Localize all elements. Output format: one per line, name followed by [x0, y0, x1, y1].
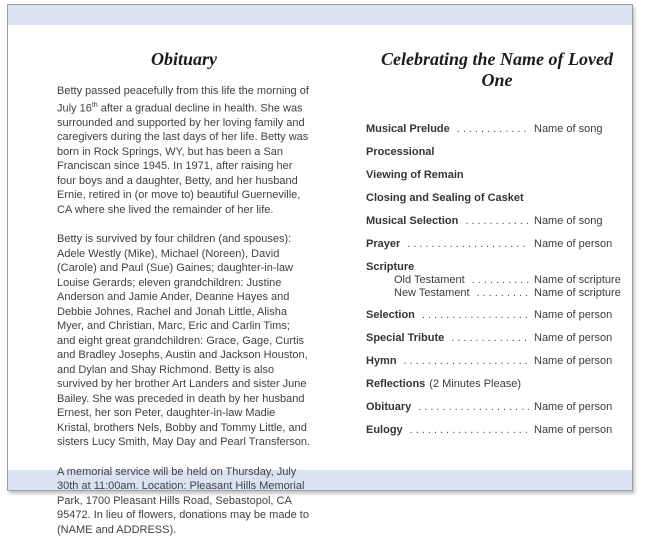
service-item-eulogy [366, 425, 628, 436]
obituary-paragraph-3: A memorial service will be held on Thursday, July 30th at 11:00am. Location: Pleasant Hills Memorial Park, 1700 Pleasant Hills Road, Sebastopol, CA 95472. In lieu of flowers, donations may be made to (NAME and ADDRESS). [57, 465, 309, 536]
service-item-label: Viewing of Remain [366, 169, 464, 181]
dotted-leader [410, 425, 529, 436]
obituary-page [57, 49, 311, 552]
service-item-musical-prelude [366, 124, 628, 135]
service-item-value: Name of person [534, 309, 613, 321]
obituary-paragraph-2: Betty is survived by four children (and spouses): Adele Westly (Mike), Michael (Noreen), David (Carole) and Paul (Sue) Gaines; daughter-in-law Louise Gerards; eleven grandchildren: Justine Anderson and Jamie Ander, Deanne Hayes and Debbie Johnes, Rachel and Jonah Little, Alisha Myer, and Christian, Marc, Eric and Carlin Tims; and eight great grandchildren: Grace, Gage, Curtis and Bradley Josephs, Austin and Jackson Houston, and Dylan and Shay Richmond. Betty is also survived by her brother Art Landers and sister June Bailey. She was preceded in death by her husband Ernest, her son Peter, daughter-in-law Madie Kristal, brothers Nels, Bobby and Tommy Little, and sisters Lucy Smith, May Day and Pearl Transferson. [57, 233, 311, 449]
service-item-new-testament [366, 288, 628, 299]
dotted-leader [465, 216, 529, 227]
service-item-label: Processional [366, 146, 435, 158]
service-item-label: Hymn [366, 355, 397, 367]
service-item-value: Name of person [534, 424, 613, 436]
program-sheet [7, 4, 633, 536]
dotted-leader [422, 310, 529, 321]
dotted-leader [477, 288, 529, 299]
service-item-scripture [366, 262, 628, 273]
service-item-value: Name of song [534, 123, 603, 135]
service-item-processional [366, 147, 628, 158]
ordinal-superscript: th [91, 101, 98, 109]
order-of-service-page [366, 49, 628, 448]
dotted-leader [472, 275, 529, 286]
service-item-special-tribute [366, 333, 628, 344]
service-item-note: (2 Minutes Please) [429, 378, 522, 390]
service-item-old-testament [366, 275, 628, 286]
service-item-obituary [366, 402, 628, 413]
service-item-value: Name of person [534, 238, 613, 250]
obituary-paragraph-1-continued: after a gradual decline in health. She was surrounded and supported by her loving family and caregivers during the last days of her life. Betty was born in Rock Springs, WY, but has been a San Franciscan since 1945. In 1971, after raising her four boys and a daughter, Betty, and her husband Ernie, retired in (or move to) beautiful Guerneville, CA where she lived the remainder of her life. [57, 102, 309, 216]
service-item-label: Closing and Sealing of Casket [366, 192, 524, 204]
service-item-closing-and-sealing [366, 193, 628, 204]
service-item-prayer [366, 239, 628, 250]
service-item-label: New Testament [394, 287, 470, 299]
service-item-value: Name of scripture [534, 274, 621, 286]
service-item-value: Name of person [534, 355, 613, 367]
service-item-value: Name of scripture [534, 287, 621, 299]
obituary-paragraph-1 [57, 84, 311, 217]
service-item-label: Special Tribute [366, 332, 445, 344]
service-item-musical-selection [366, 216, 628, 227]
service-item-viewing-of-remain [366, 170, 628, 181]
obituary-paragraph-1-text: Betty passed peacefully from this life the morning of July 16 [57, 85, 309, 115]
service-title: Celebrating the Name of Loved One [381, 49, 613, 90]
service-item-selection [366, 310, 628, 321]
service-item-label: Musical Selection [366, 215, 459, 227]
dotted-leader [418, 402, 529, 413]
dotted-leader [404, 356, 529, 367]
dotted-leader [451, 333, 529, 344]
service-item-label: Prayer [366, 238, 401, 250]
service-item-label: Reflections [366, 378, 426, 390]
service-item-label: Musical Prelude [366, 123, 450, 135]
service-item-label: Old Testament [394, 274, 465, 286]
service-item-label: Scripture [366, 261, 415, 273]
service-item-hymn [366, 356, 628, 367]
service-item-reflections [366, 379, 628, 390]
top-accent-band [8, 5, 632, 25]
service-item-value: Name of person [534, 332, 613, 344]
dotted-leader [457, 124, 529, 135]
obituary-title: Obituary [150, 49, 217, 69]
service-item-value: Name of person [534, 401, 613, 413]
service-item-label: Obituary [366, 401, 412, 413]
dotted-leader [407, 239, 529, 250]
service-item-label: Eulogy [366, 424, 403, 436]
service-item-label: Selection [366, 309, 415, 321]
service-item-value: Name of song [534, 215, 603, 227]
